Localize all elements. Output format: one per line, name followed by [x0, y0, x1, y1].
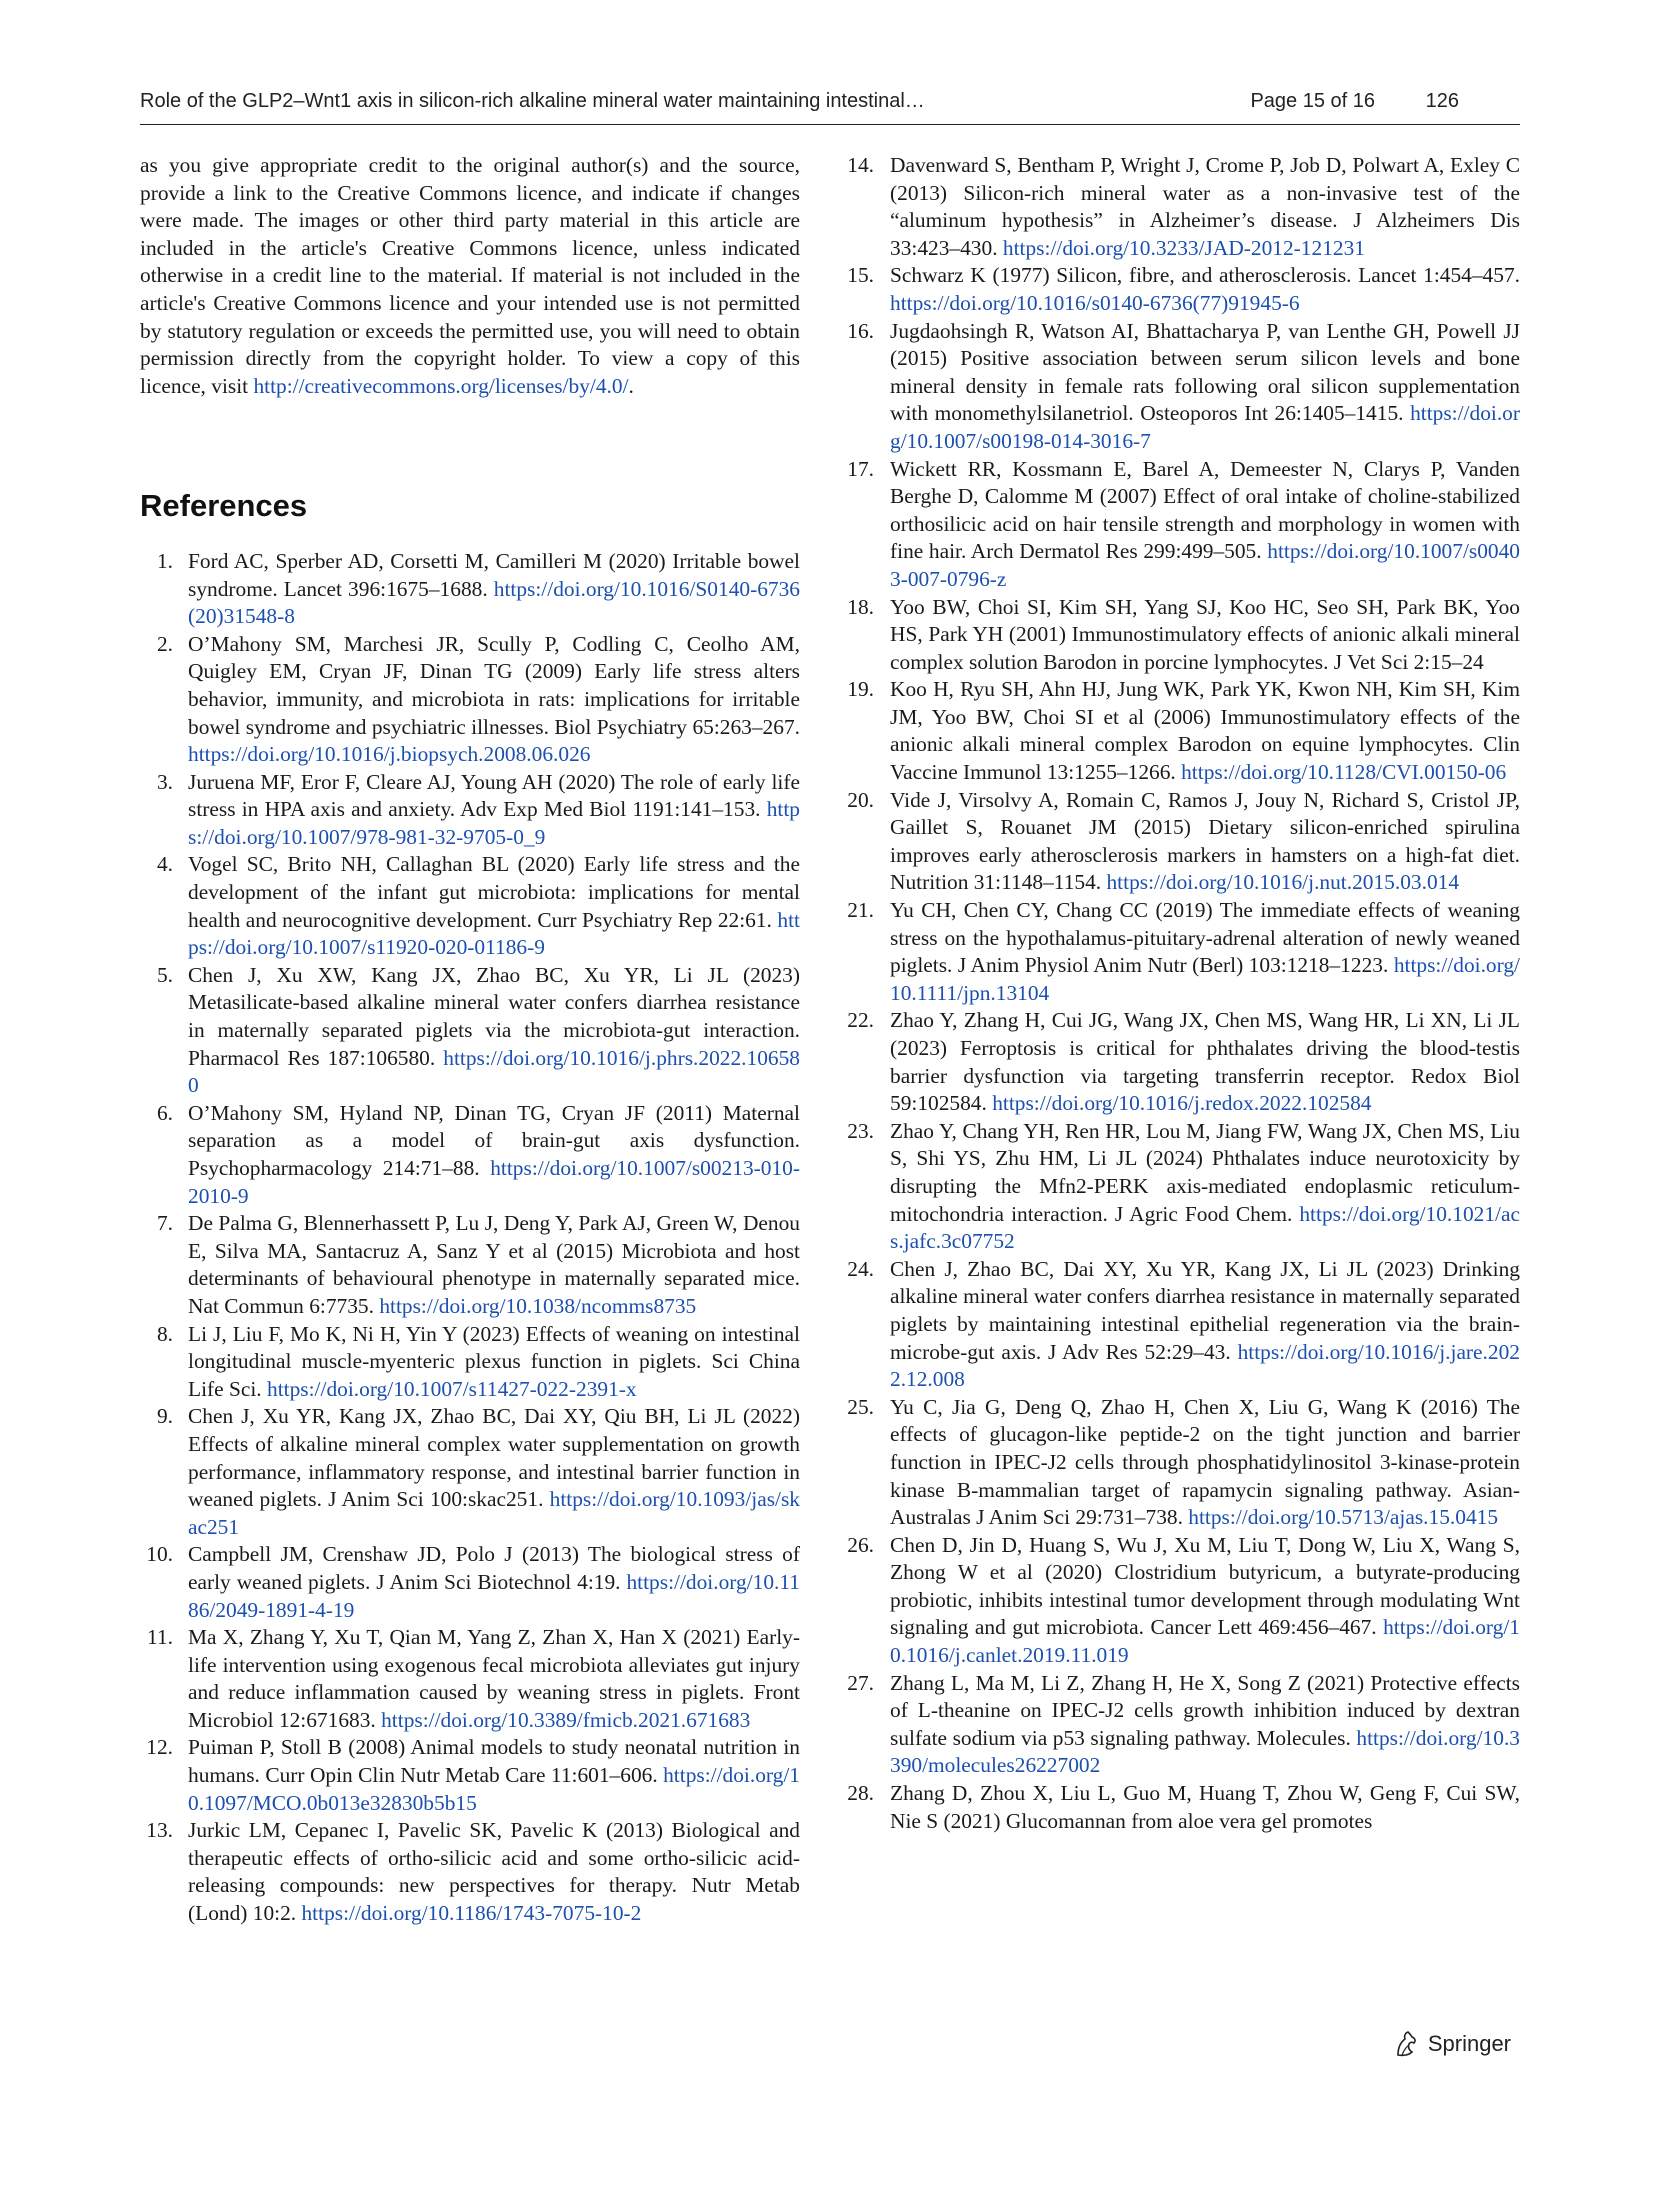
- reference-number: 2.: [156, 631, 173, 656]
- reference-item: [840, 456, 1520, 594]
- reference-text: Jugdaohsingh R, Watson AI, Bhattacharya P, van Lenthe GH, Powell JJ (2015) Positive association between serum silicon levels and bone mineral density in female rats following oral silicon supplementation with monomethylsilanetriol. Osteoporos Int 26:1405–1415.: [890, 318, 1520, 426]
- reference-number: 12.: [146, 1735, 173, 1760]
- reference-number: 1.: [156, 548, 173, 573]
- reference-number: 21.: [847, 898, 874, 923]
- reference-item: [140, 962, 800, 1100]
- reference-item: [140, 631, 800, 769]
- reference-text: Yu CH, Chen CY, Chang CC (2019) The immediate effects of weaning stress on the hypothalamus-pituitary-adrenal alteration of newly weaned piglets. J Anim Physiol Anim Nutr (Berl) 103:1218–1223.: [890, 898, 1520, 978]
- reference-doi-link[interactable]: https://doi.org/10.3389/fmicb.2021.671683: [381, 1707, 751, 1732]
- reference-item: [140, 1100, 800, 1210]
- reference-doi-link[interactable]: https://doi.org/10.1016/j.nut.2015.03.014: [1106, 870, 1460, 895]
- footer: [1392, 2026, 1511, 2062]
- reference-item: [840, 594, 1520, 677]
- left-column: [140, 152, 800, 1928]
- reference-text: Campbell JM, Crenshaw JD, Polo J (2013) The biological stress of early weaned piglets. J Anim Sci Biotechnol 4:19.: [188, 1542, 800, 1594]
- reference-text: Chen D, Jin D, Huang S, Wu J, Xu M, Liu T, Dong W, Liu X, Wang S, Zhong W et al (2020) Clostridium butyricum, a butyrate-producing probiotic, inhibits intestinal tumor development through modulating Wnt signaling and gut microbiota. Cancer Lett 469:456–467.: [890, 1532, 1520, 1640]
- reference-item: [840, 1780, 1520, 1835]
- reference-number: 7.: [156, 1211, 173, 1236]
- reference-item: [140, 851, 800, 961]
- reference-text: Zhang D, Zhou X, Liu L, Guo M, Huang T, Zhou W, Geng F, Cui SW, Nie S (2021) Glucomannan from aloe vera gel promotes: [890, 1781, 1520, 1833]
- reference-text: Juruena MF, Eror F, Cleare AJ, Young AH (2020) The role of early life stress in HPA axis and anxiety. Adv Exp Med Biol 1191:141–153.: [188, 769, 800, 822]
- reference-doi-link[interactable]: https://doi.org/10.3390/molecules26227002: [890, 1725, 1520, 1778]
- reference-doi-link[interactable]: https://doi.org/10.1093/jas/skac251: [188, 1487, 800, 1539]
- reference-number: 16.: [847, 318, 874, 343]
- reference-item: [840, 1670, 1520, 1780]
- reference-doi-link[interactable]: https://doi.org/10.1007/s11920-020-01186-9: [188, 907, 800, 960]
- license-link[interactable]: http://creativecommons.org/licenses/by/4.0/: [253, 373, 629, 398]
- reference-number: 26.: [847, 1532, 874, 1557]
- reference-item: [840, 1532, 1520, 1670]
- reference-doi-link[interactable]: https://doi.org/10.1007/s00213-010-2010-9: [188, 1156, 800, 1208]
- running-header: [140, 88, 1485, 122]
- reference-text: Chen J, Xu XW, Kang JX, Zhao BC, Xu YR, Li JL (2023) Metasilicate-based alkaline mineral water confers diarrhea resistance in maternally separated piglets via the microbiota-gut interaction. Pharmacol Res 187:106580.: [188, 962, 800, 1070]
- springer-horse-icon: [1392, 2029, 1420, 2059]
- reference-item: [140, 1210, 800, 1320]
- reference-doi-link[interactable]: https://doi.org/10.1007/s00198-014-3016-7: [890, 401, 1520, 453]
- reference-text: O’Mahony SM, Hyland NP, Dinan TG, Cryan JF (2011) Maternal separation as a model of brain-gut axis dysfunction. Psychopharmacology 214:71–88.: [188, 1100, 800, 1180]
- header-rule: [140, 124, 1520, 125]
- reference-number: 11.: [147, 1625, 173, 1650]
- reference-doi-link[interactable]: https://doi.org/10.1016/j.phrs.2022.106580: [188, 1045, 800, 1098]
- reference-number: 20.: [847, 787, 874, 812]
- reference-text: Li J, Liu F, Mo K, Ni H, Yin Y (2023) Effects of weaning on intestinal longitudinal muscle-myenteric plexus function in piglets. Sci China Life Sci.: [188, 1321, 800, 1401]
- reference-text: O’Mahony SM, Marchesi JR, Scully P, Codling C, Ceolho AM, Quigley EM, Cryan JF, Dinan TG (2009) Early life stress alters behavior, immunity, and microbiota in rats: implications for irritable bowel syndrome and psychiatric illnesses. Biol Psychiatry 65:263–267.: [188, 631, 800, 739]
- running-title: Role of the GLP2–Wnt1 axis in silicon-rich alkaline mineral water maintaining intestinal…: [140, 90, 925, 112]
- article-number: 126: [1425, 90, 1459, 112]
- reference-number: 25.: [847, 1394, 874, 1419]
- reference-doi-link[interactable]: https://doi.org/10.1128/CVI.00150-06: [1181, 760, 1507, 785]
- reference-text: Yoo BW, Choi SI, Kim SH, Yang SJ, Koo HC, Seo SH, Park BK, Yoo HS, Park YH (2001) Immunostimulatory effects of anionic alkali mineral complex solution Barodon in porcine lymphocytes. J Vet Sci 2:15–24: [890, 594, 1520, 674]
- reference-doi-link[interactable]: https://doi.org/10.1016/j.biopsych.2008.06.026: [188, 742, 591, 767]
- reference-number: 17.: [847, 456, 874, 481]
- reference-text: Schwarz K (1977) Silicon, fibre, and atherosclerosis. Lancet 1:454–457.: [890, 263, 1520, 288]
- reference-doi-link[interactable]: https://doi.org/10.1007/s11427-022-2391-x: [267, 1376, 637, 1401]
- reference-number: 14.: [847, 153, 874, 177]
- reference-doi-link[interactable]: https://doi.org/10.1111/jpn.13104: [890, 953, 1520, 1005]
- reference-text: Zhang L, Ma M, Li Z, Zhang H, He X, Song Z (2021) Protective effects of L-theanine on IPEC-J2 cells growth inhibition induced by dextran sulfate sodium via p53 signaling pathway. Molecules.: [890, 1670, 1520, 1750]
- reference-number: 6.: [156, 1100, 173, 1125]
- reference-text: Wickett RR, Kossmann E, Barel A, Demeester N, Clarys P, Vanden Berghe D, Calomme M (2007) Effect of oral intake of choline-stabilized orthosilicic acid on hair tensile strength and morphology in women with fine hair. Arch Dermatol Res 299:499–505.: [890, 456, 1520, 564]
- reference-text: Ma X, Zhang Y, Xu T, Qian M, Yang Z, Zhan X, Han X (2021) Early-life intervention using exogenous fecal microbiota alleviates gut injury and reduce inflammation caused by weaning stress in piglets. Front Microbiol 12:671683.: [188, 1625, 800, 1732]
- reference-number: 28.: [847, 1781, 874, 1806]
- reference-doi-link[interactable]: https://doi.org/10.3233/JAD-2012-121231: [1002, 235, 1365, 260]
- reference-item: [840, 318, 1520, 456]
- reference-number: 13.: [146, 1818, 173, 1843]
- reference-text: Yu C, Jia G, Deng Q, Zhao H, Chen X, Liu G, Wang K (2016) The effects of glucagon-like peptide-2 on the tight junction and barrier function in IPEC-J2 cells through phosphatidylinositol 3-kinase-protein kinase B-mammalian target of rapamycin signaling pathway. Asian-Australas J Anim Sci 29:731–738.: [890, 1394, 1520, 1530]
- reference-doi-link[interactable]: https://doi.org/10.5713/ajas.15.0415: [1188, 1505, 1499, 1530]
- reference-item: [140, 1403, 800, 1541]
- reference-item: [840, 676, 1520, 786]
- license-text: as you give appropriate credit to the original author(s) and the source, provide a link to the Creative Commons licence, and indicate if changes were made. The images or other third party material in this article are included in the article's Creative Commons licence, unless indicated otherwise in a credit line to the material. If material is not included in the article's Creative Commons licence and your intended use is not permitted by statutory regulation or exceeds the permitted use, you will need to obtain permission directly from the copyright holder. To view a copy of this licence, visit: [140, 153, 800, 398]
- reference-text: Davenward S, Bentham P, Wright J, Crome P, Job D, Polwart A, Exley C (2013) Silicon-rich mineral water as a non-invasive test of the “aluminum hypothesis” in Alzheimer’s disease. J Alzheimers Dis 33:423–430.: [890, 153, 1520, 260]
- reference-number: 27.: [847, 1670, 874, 1695]
- reference-text: De Palma G, Blennerhassett P, Lu J, Deng Y, Park AJ, Green W, Denou E, Silva MA, Santacruz A, Sanz Y et al (2015) Microbiota and host determinants of behavioural phenotype in maternally separated mice. Nat Commun 6:7735.: [188, 1211, 800, 1318]
- reference-text: Ford AC, Sperber AD, Corsetti M, Camilleri M (2020) Irritable bowel syndrome. Lancet 396:1675–1688.: [188, 548, 800, 601]
- reference-doi-link[interactable]: https://doi.org/10.1016/j.canlet.2019.11.019: [890, 1615, 1520, 1668]
- reference-doi-link[interactable]: https://doi.org/10.1186/2049-1891-4-19: [188, 1569, 800, 1622]
- page-info: Page 15 of 16: [1250, 90, 1375, 112]
- publisher-name: Springer: [1427, 2031, 1511, 2056]
- reference-number: 23.: [847, 1118, 874, 1143]
- reference-text: Zhao Y, Zhang H, Cui JG, Wang JX, Chen MS, Wang HR, Li XN, Li JL (2023) Ferroptosis is critical for phthalates driving the blood-testis barrier dysfunction via targeting transferrin receptor. Redox Biol 59:102584.: [890, 1008, 1520, 1116]
- reference-number: 10.: [146, 1542, 173, 1567]
- reference-text: Vogel SC, Brito NH, Callaghan BL (2020) Early life stress and the development of the infant gut microbiota: implications for mental health and neurocognitive development. Curr Psychiatry Rep 22:61.: [188, 852, 800, 932]
- reference-doi-link[interactable]: https://doi.org/10.1097/MCO.0b013e32830b5b15: [188, 1763, 800, 1815]
- reference-text: Chen J, Xu YR, Kang JX, Zhao BC, Dai XY, Qiu BH, Li JL (2022) Effects of alkaline mineral complex water supplementation on growth performance, inflammatory response, and intestinal barrier function in weaned piglets. J Anim Sci 100:skac251.: [188, 1404, 800, 1512]
- reference-number: 3.: [156, 769, 173, 794]
- reference-text: Jurkic LM, Cepanec I, Pavelic SK, Pavelic K (2013) Biological and therapeutic effects of ortho-silicic acid and some ortho-silicic acid-releasing compounds: new perspectives for therapy. Nutr Metab (Lond) 10:2.: [188, 1818, 800, 1926]
- reference-item: [140, 1321, 800, 1404]
- reference-item: [840, 1007, 1520, 1117]
- reference-number: 22.: [847, 1008, 874, 1033]
- reference-doi-link[interactable]: https://doi.org/10.1021/acs.jafc.3c07752: [890, 1201, 1520, 1254]
- reference-number: 5.: [156, 962, 173, 987]
- reference-number: 18.: [847, 594, 874, 619]
- reference-text: Koo H, Ryu SH, Ahn HJ, Jung WK, Park YK, Kwon NH, Kim SH, Kim JM, Yoo BW, Choi SI et al (2006) Immunostimulatory effects of the anionic alkali mineral complex Barodon on equine lymphocytes. Clin Vaccine Immunol 13:1255–1266.: [890, 677, 1520, 785]
- reference-text: Puiman P, Stoll B (2008) Animal models to study neonatal nutrition in humans. Curr Opin Clin Nutr Metab Care 11:601–606.: [188, 1735, 800, 1788]
- reference-text: Chen J, Zhao BC, Dai XY, Xu YR, Kang JX, Li JL (2023) Drinking alkaline mineral water confers diarrhea resistance in maternally separated piglets by maintaining intestinal epithelial regeneration via the brain-microbe-gut axis. J Adv Res 52:29–43.: [890, 1256, 1520, 1364]
- right-column: [840, 152, 1520, 1835]
- reference-item: [140, 1541, 800, 1624]
- reference-item: [140, 1624, 800, 1734]
- reference-item: [140, 1817, 800, 1927]
- reference-item: [840, 1394, 1520, 1532]
- reference-item: [840, 152, 1520, 262]
- reference-doi-link[interactable]: https://doi.org/10.1016/j.jare.2022.12.008: [890, 1339, 1520, 1392]
- reference-doi-link[interactable]: https://doi.org/10.1038/ncomms8735: [379, 1293, 697, 1318]
- reference-text: Vide J, Virsolvy A, Romain C, Ramos J, Jouy N, Richard S, Cristol JP, Gaillet S, Rouanet JM (2015) Dietary silicon-enriched spirulina improves early atherosclerosis markers in hamsters on a high-fat diet. Nutrition 31:1148–1154.: [890, 787, 1520, 895]
- reference-doi-link[interactable]: https://doi.org/10.1016/s0140-6736(77)91945-6: [890, 290, 1300, 315]
- reference-item: [840, 262, 1520, 317]
- reference-doi-link[interactable]: https://doi.org/10.1016/S0140-6736(20)31548-8: [188, 576, 800, 629]
- reference-doi-link[interactable]: https://doi.org/10.1186/1743-7075-10-2: [301, 1901, 642, 1926]
- reference-text: Zhao Y, Chang YH, Ren HR, Lou M, Jiang FW, Wang JX, Chen MS, Liu S, Shi YS, Zhu HM, Li JL (2024) Phthalates induce neurotoxicity by disrupting the Mfn2-PERK axis-mediated endoplasmic reticulum-mitochondria interaction. J Agric Food Chem.: [890, 1118, 1520, 1226]
- reference-item: [840, 1256, 1520, 1394]
- reference-number: 4.: [156, 852, 173, 877]
- license-end: .: [628, 373, 634, 398]
- reference-number: 24.: [847, 1256, 874, 1281]
- reference-item: [140, 769, 800, 852]
- reference-item: [840, 787, 1520, 897]
- reference-doi-link[interactable]: https://doi.org/10.1016/j.redox.2022.102584: [992, 1091, 1372, 1116]
- reference-number: 9.: [156, 1404, 173, 1429]
- reference-item: [840, 1118, 1520, 1256]
- reference-number: 15.: [847, 263, 874, 288]
- reference-doi-link[interactable]: https://doi.org/10.1007/978-981-32-9705-0_9: [188, 797, 800, 849]
- reference-doi-link[interactable]: https://doi.org/10.1007/s00403-007-0796-z: [890, 539, 1520, 591]
- reference-number: 19.: [847, 677, 874, 702]
- references-heading: References: [140, 488, 308, 524]
- reference-number: 8.: [156, 1321, 173, 1346]
- reference-item: [140, 548, 800, 631]
- references-list-left: [140, 548, 800, 1928]
- reference-item: [840, 897, 1520, 1007]
- references-list-right: [840, 152, 1520, 1835]
- reference-item: [140, 1734, 800, 1817]
- license-paragraph: [140, 152, 800, 400]
